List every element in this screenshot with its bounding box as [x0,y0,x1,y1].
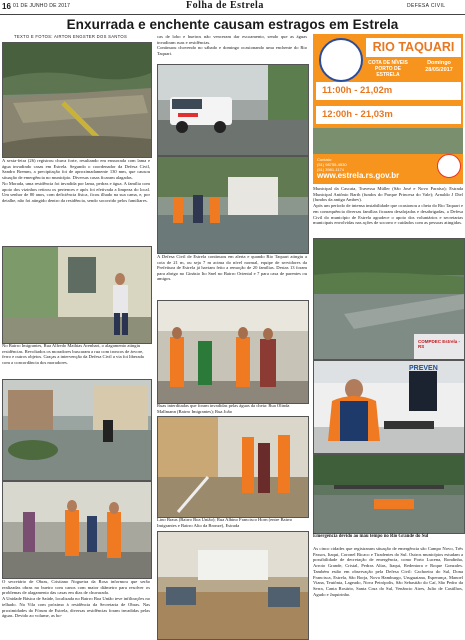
photo-flood-courtyard [2,379,152,481]
photo-stairs-hallway [157,416,309,518]
col1-caption: No Bairro Imigrantes, Rua Alfredo Mathias Arenhart, o alagamento atingiu residências. Revoltados os moradores buscaram a rua com troncos de árvore, ferro e outros objetos. Graças a intervenção da Defesa Civil a via foi liberada com a concordância dos moradores. [2,343,144,365]
col1-text: A sexta-feira (26) registrou chuva forte, resultando em enxurrada com lama e água invadindo casas em Estrela. Segundo o coordenador da Defesa Civil, Sandro Bremm, a precipitação foi de aproximadamente 130 mm, que causou situação de emergência no município. Diversas casas ficaram alagadas. No Morada, uma residência foi invadida por lama, pedras e água. A família com apoio dos vizinhos retirou os pertences e após foi efetivada a limpeza do local. Um senhor de 80 anos, com deficiência física, ficou ilhado na sua cama, e, por detalhe, não foi atingido dentro da residência, sendo socorrido pelos familiares. [2,158,150,203]
publication-name: Folha de Estrela [186,0,264,11]
page-number: 16 [2,2,11,11]
photo-flooded-road [313,238,465,360]
river-level-date [417,60,461,74]
issue-date: 01 DE JUNHO DE 2017 [13,3,71,9]
phone-2: (51) 3981-1174 [317,167,345,172]
photo-rescue-truck [157,156,309,254]
reading-value-1: 11:00h - 21,02m [322,85,393,96]
reading-row-1 [316,82,461,100]
photo-shelter-volunteers [157,300,309,404]
photo-rescue-boat [313,454,465,534]
compdec-sign: COMPDEC Estrela - RS [418,339,461,349]
reading-value-2: 12:00h - 21,03m [322,109,393,120]
col3-bottom: As cinco cidades que registraram situação de emergência são Campo Novo, Três Passos, Itaqui, Coronel Bicaco e Tiradentes do Sul. Outros municípios estudam a possibilidade de decretação de emergência, como Porto Lucena, Rondinha, Arroio Grande, Cristal, Pedras Altas, Itaqui, Redentora e Roque Gonzales. Também estão em observação pela Defesa Civil: Cachoeira do Sul, Dona Francisca, Estrela, São Borja, Nova Hamburgo, Uruguaiana, Esperança, Manoel Viana, Teutônia, Lageado, Nova Petrópolis, São Sebastião do Caí, São Pedro da Serra, Canta Rosário, Santa Cruz do Sul, Venâncio Aires, Julio de Castilhos, Agudo e Jaquirinho. [313,546,463,597]
photo-civil-defense-team [2,481,152,579]
headline: Enxurrada e enchente causam estragos em Estrela [66,17,399,32]
col3-heading: Emergência devido ao mau tempo no Rio Grande do Sul [313,534,429,539]
phone-1: (51) 98755-4530 [317,162,347,167]
defesa-civil-badge-icon [437,154,461,178]
river-background [313,128,463,154]
website-url: www.estrela.rs.gov.br [317,171,400,180]
col1-bottom: O secretário de Obras, Cristiano Nogueira da Rosa informou que serão realizadas obras no bueiro com canos com maior diâmetro para resolver os problemas de alagamento das casas em dias de chuvarada. A Unidade Básica de Saúde, localizada no Bairro Boa União teve infiltrações no telhado. Na Vila com próximo à residência da Secretaria de Obras. Nas proximidades do Fórum de Estrela, diversas residências foram invadidas pelas águas. Devido ao volume, as bo- [2,579,150,619]
photo-flooded-street [2,42,152,158]
col2-caption-2: Ruas interditadas que foram invadidas pelas águas da cheia: Rua Olinda Mallmann (Bairro Imigrantes); Rua João [157,403,290,414]
col2-caption-3: Lino Braus (Bairro Boa União); Rua Albino Francisco Horn (entre Bairro Imigrantes e Bairro Alto da Bronze), Estrada [157,517,293,528]
photo-man-flooded-house [2,246,152,344]
river-level-date-value: 28/05/2017 [425,67,453,73]
col2-caption-1: A Defesa Civil de Estrela continuou em alerta e quando Rio Taquari atingiu a cota de 21 m, ou seja 7 m acima do nível normal, equipe de servidores da Prefeitura de Estrela já haviam feito a remoção de 20 famílias. Destas 13 foram para abrigo no Ginásio Ito Snel no Bairro Oriental e 7 para casa de parentes ou amigos. [157,254,307,282]
civil-defense-logo [319,38,363,82]
section-name: DEFESA CIVIL [407,3,446,9]
photo-gymnasium-shelter [157,531,309,640]
col2-top: cas de lobo e bueiros não venceram dar escoamento, sendo que as águas invadiram ruas e residências. Continuou chovendo no sábado e domingo ocasionando uma enchente do Rio Taquari. [157,34,307,57]
page-header [0,0,465,15]
contact-label: Contato: [317,157,333,162]
photo-civil-defense-vehicle [157,64,309,156]
prevention-sign: PREVEN [409,365,438,372]
reading-row-2 [316,106,461,124]
byline: TEXTO E FOTOS: AIRTON ENGSTER DOS SANTOS [14,34,128,39]
river-level-title: RIO TAQUARI [366,38,461,57]
contact-phones [317,157,347,172]
river-level-graphic [313,34,463,184]
col3-top: Municipal da Cascata, Travessa Müller (São José e Novo Paraíso); Estrada Municipal Antônio Barth (fundos do Parque Princesa do Vale); Arnaldo J Diel (fundos da antiga Ambev). Após um período de intensa instabilidade que ocasionou a cheia do Rio Taquari e em consequência diversas famílias ficaram desalojadas e desabrigadas, a Defesa Civil do município de Estrela agradece o apoio dos voluntários e secretarias municipais envolvidas nas ações de socorro e cuidados com as pessoas atingidas. [313,186,463,226]
photo-operator-at-desk [313,360,465,454]
river-level-day: Domingo [427,60,451,66]
river-level-label: COTA DE NÍVEIS PORTO DE ESTRELA [368,60,408,78]
